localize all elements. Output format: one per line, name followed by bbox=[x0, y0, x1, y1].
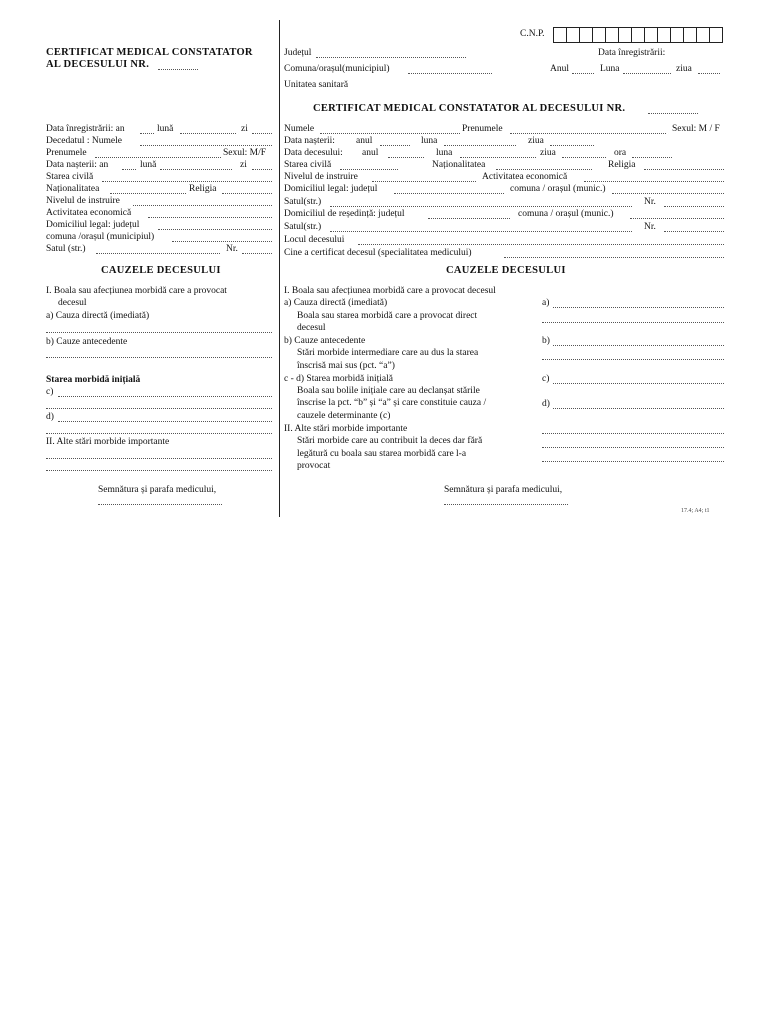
field-anul[interactable] bbox=[572, 73, 594, 74]
field-ziua[interactable] bbox=[698, 73, 720, 74]
field-an[interactable] bbox=[140, 133, 154, 134]
label-ziua: ziua bbox=[540, 148, 556, 158]
label-contrib: Stări morbide care au contribuit la deces dar fără bbox=[297, 436, 483, 446]
label-satul: Satul(str.) bbox=[284, 222, 322, 232]
field-zi[interactable] bbox=[252, 133, 272, 134]
label-contrib-cont2: provocat bbox=[297, 461, 331, 471]
certificate-number-field[interactable] bbox=[648, 113, 698, 114]
label-cauze-antecedente: b) Cauze antecedente bbox=[46, 337, 128, 347]
cnp-cell[interactable] bbox=[658, 28, 671, 42]
label-cine: Cine a certificat decesul (specialitatea medicului) bbox=[284, 248, 472, 258]
field-numele[interactable] bbox=[140, 145, 272, 146]
field-c[interactable] bbox=[58, 396, 272, 397]
label-semnatura: Semnătura și parafa medicului, bbox=[98, 485, 217, 495]
label-luna: lună bbox=[140, 160, 157, 170]
field-nastere-zi[interactable] bbox=[252, 169, 272, 170]
left-title-line2: AL DECESULUI NR. bbox=[46, 59, 150, 70]
field-a-2[interactable] bbox=[542, 322, 724, 323]
field-resedinta[interactable] bbox=[428, 218, 510, 219]
field-d[interactable] bbox=[553, 408, 724, 409]
field-starea-civila[interactable] bbox=[340, 169, 398, 170]
field-religia[interactable] bbox=[222, 193, 272, 194]
label-zi: zi bbox=[240, 160, 247, 170]
cnp-cell[interactable] bbox=[619, 28, 632, 42]
label-judetul: Județul bbox=[284, 48, 312, 58]
label-bolile: Boala sau bolile inițiale care au declanșat stările bbox=[297, 386, 480, 396]
label-c: c) bbox=[46, 387, 54, 397]
label-unitatea: Unitatea sanitară bbox=[284, 80, 349, 90]
field-nastere-luna[interactable] bbox=[444, 145, 516, 146]
label-c: c) bbox=[542, 374, 550, 384]
label-anul: Anul bbox=[550, 64, 569, 74]
label-data-inregistrarii: Data înregistrării: bbox=[598, 48, 666, 58]
field-deces-anul[interactable] bbox=[388, 157, 424, 158]
label-nr: Nr. bbox=[226, 244, 238, 254]
label-boala: I. Boala sau afecțiunea morbidă care a provocat decesul bbox=[284, 286, 496, 296]
field-judetul[interactable] bbox=[316, 57, 466, 58]
label-stari-intermediare-cont: înscrisă mai sus (pct. “a”) bbox=[297, 361, 395, 371]
label-domiciliul: Domiciliul legal: județul bbox=[46, 220, 140, 230]
label-bolile-cont2: cauzele determinante (c) bbox=[297, 411, 391, 421]
label-sexul: Sexul: M / F bbox=[672, 124, 720, 134]
field-activitatea[interactable] bbox=[148, 217, 272, 218]
label-starea-morbida: Starea morbidă inițială bbox=[46, 375, 141, 385]
label-alte-stari: II. Alte stări morbide importante bbox=[46, 437, 170, 447]
field-domiciliul[interactable] bbox=[158, 229, 272, 230]
label-luna: luna bbox=[436, 148, 453, 158]
field-deces-luna[interactable] bbox=[460, 157, 536, 158]
field-satul-2[interactable] bbox=[330, 231, 632, 232]
label-zi: zi bbox=[241, 124, 248, 134]
label-bolile-cont: înscrise la pct. “b” și “a” și care constituie cauza / bbox=[297, 398, 487, 408]
label-comuna-munic: comuna / orașul (munic.) bbox=[518, 209, 614, 219]
form-code: 17.4; A4; t1 bbox=[681, 508, 710, 514]
label-nationalitatea: Naționalitatea bbox=[46, 184, 100, 194]
label-alte-stari: II. Alte stări morbide importante bbox=[284, 424, 408, 434]
field-c[interactable] bbox=[553, 383, 724, 384]
field-nastere-an[interactable] bbox=[122, 169, 136, 170]
field-nastere-anul[interactable] bbox=[380, 145, 410, 146]
field-domiciliul[interactable] bbox=[394, 193, 504, 194]
field-comuna[interactable] bbox=[408, 73, 492, 74]
label-decedatul: Decedatul : Numele bbox=[46, 136, 122, 146]
label-anul: anul bbox=[356, 136, 373, 146]
field-nationalitatea[interactable] bbox=[496, 169, 592, 170]
field-c-line2[interactable] bbox=[46, 408, 272, 409]
left-cauzele-heading: CAUZELE DECESULUI bbox=[101, 265, 221, 276]
field-comuna-munic-2[interactable] bbox=[630, 218, 724, 219]
label-stari-intermediare: Stări morbide intermediare care au dus la starea bbox=[297, 348, 479, 358]
cnp-cell[interactable] bbox=[645, 28, 658, 42]
field-deces-ora[interactable] bbox=[632, 157, 672, 158]
label-starea-civila: Starea civilă bbox=[46, 172, 94, 182]
field-alte-1[interactable] bbox=[542, 433, 724, 434]
field-locul[interactable] bbox=[358, 244, 724, 245]
field-alte-stari[interactable] bbox=[46, 458, 272, 459]
label-nivelul: Nivelul de instruire bbox=[46, 196, 120, 206]
cnp-cell[interactable] bbox=[697, 28, 710, 42]
field-semnatura[interactable] bbox=[444, 504, 568, 505]
field-alte-2[interactable] bbox=[542, 447, 724, 448]
cnp-cell[interactable] bbox=[671, 28, 684, 42]
field-cine[interactable] bbox=[504, 257, 724, 258]
cnp-cell[interactable] bbox=[710, 28, 722, 42]
label-d: d) bbox=[542, 399, 550, 409]
field-nr[interactable] bbox=[664, 206, 724, 207]
label-locul: Locul decesului bbox=[284, 235, 345, 245]
label-d: d) bbox=[46, 412, 54, 422]
field-nastere-luna[interactable] bbox=[160, 169, 232, 170]
field-starea-civila[interactable] bbox=[102, 181, 272, 182]
label-ora: ora bbox=[614, 148, 627, 158]
cnp-cell[interactable] bbox=[567, 28, 580, 42]
label-semnatura: Semnătura și parafa medicului, bbox=[444, 485, 563, 495]
field-nr-2[interactable] bbox=[664, 231, 724, 232]
field-prenumele[interactable] bbox=[510, 133, 666, 134]
field-b-2[interactable] bbox=[542, 359, 724, 360]
field-religia[interactable] bbox=[644, 169, 724, 170]
label-activitatea: Activitatea economică bbox=[482, 172, 568, 182]
label-domiciliul: Domiciliul legal: județul bbox=[284, 184, 378, 194]
label-resedinta: Domiciliul de reședință: județul bbox=[284, 209, 405, 219]
field-deces-ziua[interactable] bbox=[562, 157, 606, 158]
label-b: b) bbox=[542, 336, 550, 346]
label-contrib-cont: legătură cu boala sau starea morbidă care l-a bbox=[297, 449, 467, 459]
label-starea-morbida: c - d) Starea morbidă inițială bbox=[284, 374, 393, 384]
field-nastere-ziua[interactable] bbox=[550, 145, 594, 146]
label-nr: Nr. bbox=[644, 197, 656, 207]
label-luna: lună bbox=[157, 124, 174, 134]
field-d[interactable] bbox=[58, 421, 272, 422]
label-nationalitatea: Naționalitatea bbox=[432, 160, 486, 170]
field-nivelul[interactable] bbox=[372, 181, 476, 182]
label-luna: luna bbox=[421, 136, 438, 146]
label-religia: Religia bbox=[608, 160, 636, 170]
label-prenumele: Prenumele bbox=[462, 124, 503, 134]
field-prenumele[interactable] bbox=[95, 157, 221, 158]
field-b[interactable] bbox=[553, 345, 724, 346]
field-alte-stari-2[interactable] bbox=[46, 470, 272, 471]
field-semnatura[interactable] bbox=[98, 504, 222, 505]
label-activitatea: Activitatea economică bbox=[46, 208, 132, 218]
label-sexul: Sexul: M/F bbox=[223, 148, 267, 158]
label-cauze-antecedente: b) Cauze antecedente bbox=[284, 336, 366, 346]
label-boala-stare: Boala sau starea morbidă care a provocat direct bbox=[297, 311, 478, 321]
field-nr[interactable] bbox=[242, 253, 272, 254]
field-cauza-directa[interactable] bbox=[46, 332, 272, 333]
label-starea-civila: Starea civilă bbox=[284, 160, 332, 170]
column-divider bbox=[279, 20, 280, 517]
label-prenumele: Prenumele bbox=[46, 148, 87, 158]
field-satul[interactable] bbox=[96, 253, 220, 254]
label-numele: Numele bbox=[284, 124, 315, 134]
label-comuna: Comuna/orașul(municipiul) bbox=[284, 64, 390, 74]
label-boala-cont: decesul bbox=[58, 298, 87, 308]
label-luna: Luna bbox=[600, 64, 620, 74]
field-activitatea[interactable] bbox=[584, 181, 724, 182]
label-ziua: ziua bbox=[676, 64, 692, 74]
label-boala: I. Boala sau afecțiunea morbidă care a provocat bbox=[46, 286, 227, 296]
label-data-decesului: Data decesului: bbox=[284, 148, 343, 158]
field-comuna[interactable] bbox=[172, 241, 272, 242]
cnp-cell[interactable] bbox=[684, 28, 697, 42]
label-a: a) bbox=[542, 298, 550, 308]
label-comuna-munic: comuna / orașul (munic.) bbox=[510, 184, 606, 194]
field-comuna-munic[interactable] bbox=[612, 193, 724, 194]
label-anul: anul bbox=[362, 148, 379, 158]
left-title-line1: CERTIFICAT MEDICAL CONSTATATOR bbox=[46, 47, 253, 58]
label-satul: Satul (str.) bbox=[46, 244, 86, 254]
cnp-cell[interactable] bbox=[593, 28, 606, 42]
field-nivelul[interactable] bbox=[133, 205, 272, 206]
field-luna[interactable] bbox=[180, 133, 236, 134]
field-cauze-antecedente[interactable] bbox=[46, 357, 272, 358]
field-numele[interactable] bbox=[320, 133, 460, 134]
cnp-label: C.N.P. bbox=[520, 29, 545, 39]
label-data-inregistrarii: Data înregistrării: an bbox=[46, 124, 125, 134]
label-data-nasterii: Data nașterii: bbox=[284, 136, 335, 146]
label-nr: Nr. bbox=[644, 222, 656, 232]
label-nivelul: Nivelul de instruire bbox=[284, 172, 358, 182]
label-cauza-directa: a) Cauza directă (imediată) bbox=[46, 311, 150, 321]
right-cauzele-heading: CAUZELE DECESULUI bbox=[446, 265, 566, 276]
field-satul[interactable] bbox=[330, 206, 632, 207]
label-boala-stare-cont: decesul bbox=[297, 323, 326, 333]
label-cauza-directa: a) Cauza directă (imediată) bbox=[284, 298, 388, 308]
field-luna[interactable] bbox=[623, 73, 671, 74]
cnp-input-grid[interactable] bbox=[553, 27, 723, 43]
cnp-cell[interactable] bbox=[554, 28, 567, 42]
field-d-line2[interactable] bbox=[46, 433, 272, 434]
field-a[interactable] bbox=[553, 307, 724, 308]
cnp-cell[interactable] bbox=[632, 28, 645, 42]
certificate-number-field[interactable] bbox=[158, 69, 198, 70]
cnp-cell[interactable] bbox=[580, 28, 593, 42]
field-alte-3[interactable] bbox=[542, 461, 724, 462]
label-religia: Religia bbox=[189, 184, 217, 194]
cnp-cell[interactable] bbox=[606, 28, 619, 42]
label-comuna: comuna /orașul (municipiul) bbox=[46, 232, 155, 242]
label-satul: Satul(str.) bbox=[284, 197, 322, 207]
label-ziua: ziua bbox=[528, 136, 544, 146]
field-nationalitatea[interactable] bbox=[110, 193, 186, 194]
label-data-nasterii: Data nașterii: an bbox=[46, 160, 109, 170]
right-title: CERTIFICAT MEDICAL CONSTATATOR AL DECESULUI NR. bbox=[313, 103, 626, 114]
